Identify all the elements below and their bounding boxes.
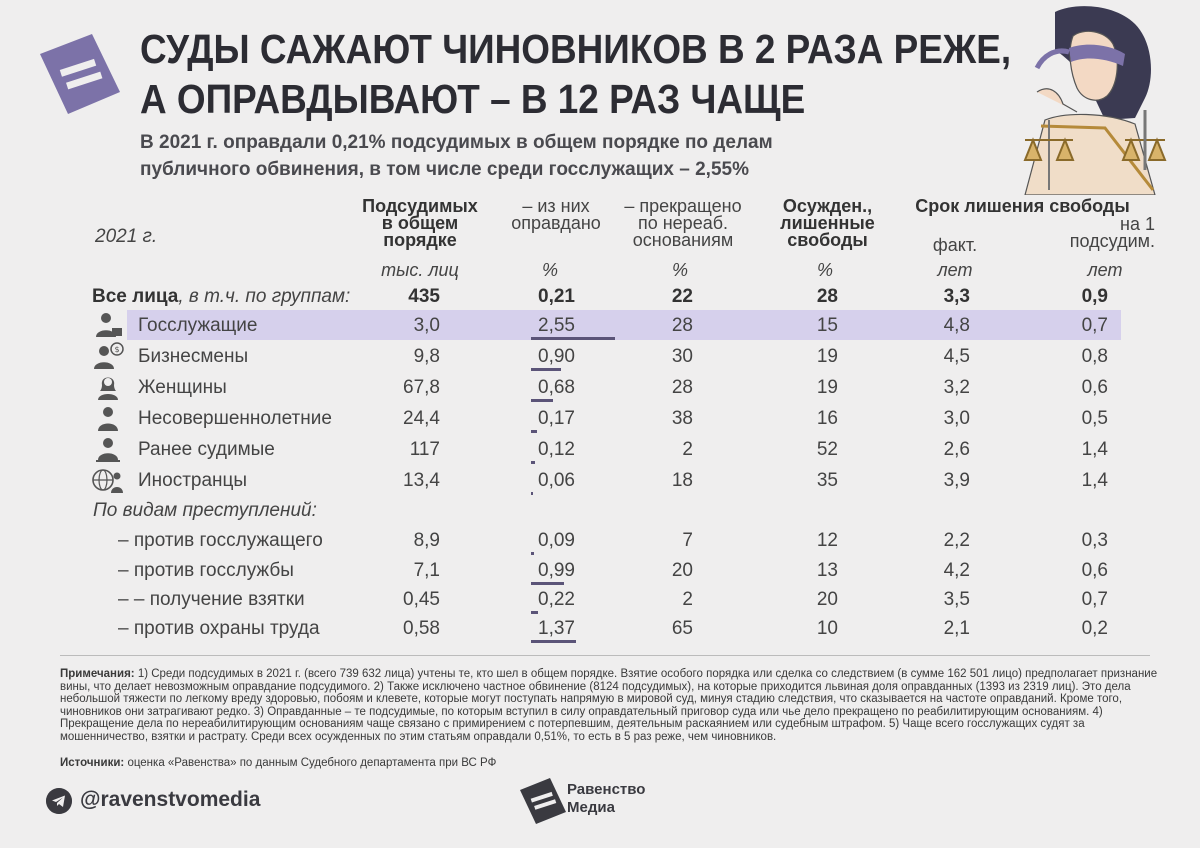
cell-terminated: 38 xyxy=(671,408,693,429)
cell-term-actual: 3,2 xyxy=(943,377,970,398)
unit-defendants: тыс. лиц xyxy=(381,260,459,280)
cell-term-actual: 4,5 xyxy=(943,346,970,367)
cell-term-actual: 4,2 xyxy=(943,560,970,581)
table-row xyxy=(0,465,1200,495)
sources xyxy=(60,757,496,769)
notes xyxy=(60,668,1160,743)
cell-convicted: 13 xyxy=(816,560,838,581)
cell-term-per: 0,8 xyxy=(1081,346,1108,367)
row-label: Несовершеннолетние xyxy=(138,408,332,429)
divider xyxy=(60,655,1150,656)
brand-name: Равенство Медиа xyxy=(567,781,646,816)
businessman-icon xyxy=(92,342,124,370)
cell-defendants: 9,8 xyxy=(413,346,440,367)
cell-acquitted: 0,17 xyxy=(538,408,575,429)
header-defendants: Подсудимых в общем порядке xyxy=(362,196,478,250)
cell-defendants: 13,4 xyxy=(403,470,440,491)
cell-convicted: 19 xyxy=(816,377,838,398)
cell-convicted: 20 xyxy=(816,589,838,610)
header-term-per: на 1 подсудим. xyxy=(1069,214,1155,251)
cell-terminated: 20 xyxy=(671,560,693,581)
svg-text:$: $ xyxy=(114,345,120,354)
acquittal-bar xyxy=(531,399,553,402)
table-row xyxy=(0,434,1200,464)
row-label: – против охраны труда xyxy=(118,618,320,639)
cell-terminated: 30 xyxy=(671,346,693,367)
cell-terminated: 2 xyxy=(682,439,693,460)
table-row xyxy=(0,372,1200,402)
cell-acquitted: 0,22 xyxy=(538,589,575,610)
cell-term-actual: 3,3 xyxy=(943,286,970,307)
header-acquitted: – из них оправдано xyxy=(511,196,601,233)
table-row-total xyxy=(0,281,1200,311)
cell-terminated: 28 xyxy=(671,315,693,336)
acquittal-bar xyxy=(531,368,561,371)
page-title: СУДЫ САЖАЮТ ЧИНОВНИКОВ В 2 РАЗА РЕЖЕ, А ОПРАВДЫВАЮТ – В 12 РАЗ ЧАЩЕ xyxy=(140,26,1012,122)
cell-term-per: 0,6 xyxy=(1081,560,1108,581)
cell-term-per: 1,4 xyxy=(1081,470,1108,491)
themis-illustration-icon xyxy=(985,0,1180,195)
cell-acquitted: 0,99 xyxy=(538,560,575,581)
cell-term-per: 0,2 xyxy=(1081,618,1108,639)
header-convicted: Осужден., лишенные свободы xyxy=(780,196,875,250)
cell-term-actual: 3,0 xyxy=(943,408,970,429)
acquittal-bar xyxy=(531,461,535,464)
cell-defendants: 0,45 xyxy=(403,589,440,610)
unit-term-actual: лет xyxy=(937,260,973,280)
acquittal-bar xyxy=(531,492,533,495)
cell-convicted: 16 xyxy=(816,408,838,429)
page-subtitle: В 2021 г. оправдали 0,21% подсудимых в общем порядке по делам публичного обвинения, в том числе среди госслужащих – 2,55% xyxy=(140,132,773,180)
unit-term-per: лет xyxy=(1087,260,1123,280)
ravenstvo-logo-icon xyxy=(40,34,120,114)
cell-acquitted: 1,37 xyxy=(538,618,575,639)
cell-term-actual: 2,1 xyxy=(943,618,970,639)
cell-acquitted: 0,21 xyxy=(538,286,575,307)
header-terminated: – прекращено по нереаб. основаниям xyxy=(624,196,742,250)
unit-acquitted: % xyxy=(541,260,558,280)
telegram-icon[interactable] xyxy=(46,788,72,814)
cell-acquitted: 2,55 xyxy=(538,315,575,336)
cell-acquitted: 0,90 xyxy=(538,346,575,367)
cell-terminated: 65 xyxy=(671,618,693,639)
cell-term-per: 0,7 xyxy=(1081,315,1108,336)
cell-defendants: 24,4 xyxy=(403,408,440,429)
row-label: – против госслужащего xyxy=(118,530,323,551)
year-label: 2021 г. xyxy=(95,226,158,247)
sources-label: Источники: xyxy=(60,757,125,769)
table-row xyxy=(0,403,1200,433)
notes-label: Примечания: xyxy=(60,668,135,680)
cell-terminated: 22 xyxy=(671,286,693,307)
cell-term-actual: 3,9 xyxy=(943,470,970,491)
row-label: – – получение взятки xyxy=(118,589,305,610)
cell-terminated: 18 xyxy=(671,470,693,491)
notes-text: 1) Среди подсудимых в 2021 г. (всего 739 632 лица) учтены те, кто шел в общем порядке. Взятие особого порядка или сделка со следствием (в сумме 162 501 лицо) предполагает признание вины, что делает невозможным оправдание подсудимого. 2) Также исключено частное обвинение (8124 подсудимых), на которые приходится львиная доля оправданных (1393 из 2319 лиц). Это дела небольшой тяжести по легкому вреду здоровью, побоям и клевете, которые могут поступать напрямую в мировой суд, минуя стадию следствия, что сказывается на частоте оправданий. Кроме того, чиновников они затрагивают редко. 3) Оправданные – те подсудимые, по которым вступил в силу оправдательный приговор суда или чье дело прекращено по реабилитирующим основаниям. 4) Прекращение дела по нереабилитирующим основаниям чаще связано с примирением с потерпевшим, деятельным раскаянием или судебным штрафом. 5) Чаще всего госслужащих судят за мошенничество, взятки и растрату. Среди всех осужденных по этим статьям оправдали 0,51%, то есть в 5 раз реже, чем чиновников. xyxy=(60,668,1158,743)
row-label: Ранее судимые xyxy=(138,439,275,460)
row-label: Женщины xyxy=(138,377,227,398)
row-label: Госслужащие xyxy=(138,315,258,336)
cell-term-per: 0,9 xyxy=(1081,286,1108,307)
ravenstvo-media-logo-icon xyxy=(520,778,566,824)
row-label xyxy=(92,286,350,308)
cell-defendants: 117 xyxy=(409,439,440,460)
convict-icon xyxy=(92,435,124,463)
minor-icon xyxy=(92,404,124,432)
telegram-handle-link[interactable]: @ravenstvomedia xyxy=(80,788,261,811)
crimes-section-title: По видам преступлений: xyxy=(93,500,317,521)
foreigner-icon xyxy=(92,466,124,494)
cell-term-actual: 2,2 xyxy=(943,530,970,551)
cell-term-per: 0,5 xyxy=(1081,408,1108,429)
cell-convicted: 19 xyxy=(816,346,838,367)
cell-defendants: 67,8 xyxy=(403,377,440,398)
row-label: – против госслужбы xyxy=(118,560,294,581)
cell-term-actual: 2,6 xyxy=(943,439,970,460)
row-label: Иностранцы xyxy=(138,470,248,491)
cell-defendants: 435 xyxy=(408,286,440,307)
cell-terminated: 7 xyxy=(682,530,693,551)
woman-icon xyxy=(92,373,124,401)
cell-defendants: 3,0 xyxy=(413,315,440,336)
cell-acquitted: 0,68 xyxy=(538,377,575,398)
cell-term-per: 0,6 xyxy=(1081,377,1108,398)
table-row xyxy=(0,525,1200,555)
cell-acquitted: 0,09 xyxy=(538,530,575,551)
table-row xyxy=(0,341,1200,371)
cell-term-actual: 4,8 xyxy=(943,315,970,336)
cell-term-per: 0,3 xyxy=(1081,530,1108,551)
cell-convicted: 12 xyxy=(816,530,838,551)
cell-defendants: 7,1 xyxy=(413,560,440,581)
official-icon xyxy=(92,311,124,339)
cell-convicted: 52 xyxy=(816,439,838,460)
table-row xyxy=(0,555,1200,585)
acquittal-bar xyxy=(531,337,615,340)
table-row xyxy=(0,613,1200,643)
cell-convicted: 28 xyxy=(816,286,838,307)
row-label: Бизнесмены xyxy=(138,346,249,367)
acquittal-bar xyxy=(531,430,537,433)
sources-text: оценка «Равенства» по данным Судебного департамента при ВС РФ xyxy=(127,757,497,769)
header-term: Срок лишения свободы xyxy=(915,196,1130,216)
cell-terminated: 2 xyxy=(682,589,693,610)
cell-term-per: 1,4 xyxy=(1081,439,1108,460)
total-label-suffix: , в т.ч. по группам: xyxy=(178,286,351,307)
acquittal-bar xyxy=(531,640,576,643)
unit-terminated: % xyxy=(671,260,688,280)
table-row xyxy=(0,584,1200,614)
cell-convicted: 15 xyxy=(816,315,838,336)
table-row xyxy=(0,310,1200,340)
cell-defendants: 8,9 xyxy=(413,530,440,551)
header-term-actual: факт. xyxy=(932,235,978,255)
cell-terminated: 28 xyxy=(671,377,693,398)
total-label: Все лица xyxy=(92,286,179,307)
cell-acquitted: 0,06 xyxy=(538,470,575,491)
unit-convicted: % xyxy=(816,260,833,280)
cell-term-actual: 3,5 xyxy=(943,589,970,610)
cell-defendants: 0,58 xyxy=(403,618,440,639)
cell-term-per: 0,7 xyxy=(1081,589,1108,610)
cell-convicted: 35 xyxy=(816,470,838,491)
cell-convicted: 10 xyxy=(816,618,838,639)
cell-acquitted: 0,12 xyxy=(538,439,575,460)
